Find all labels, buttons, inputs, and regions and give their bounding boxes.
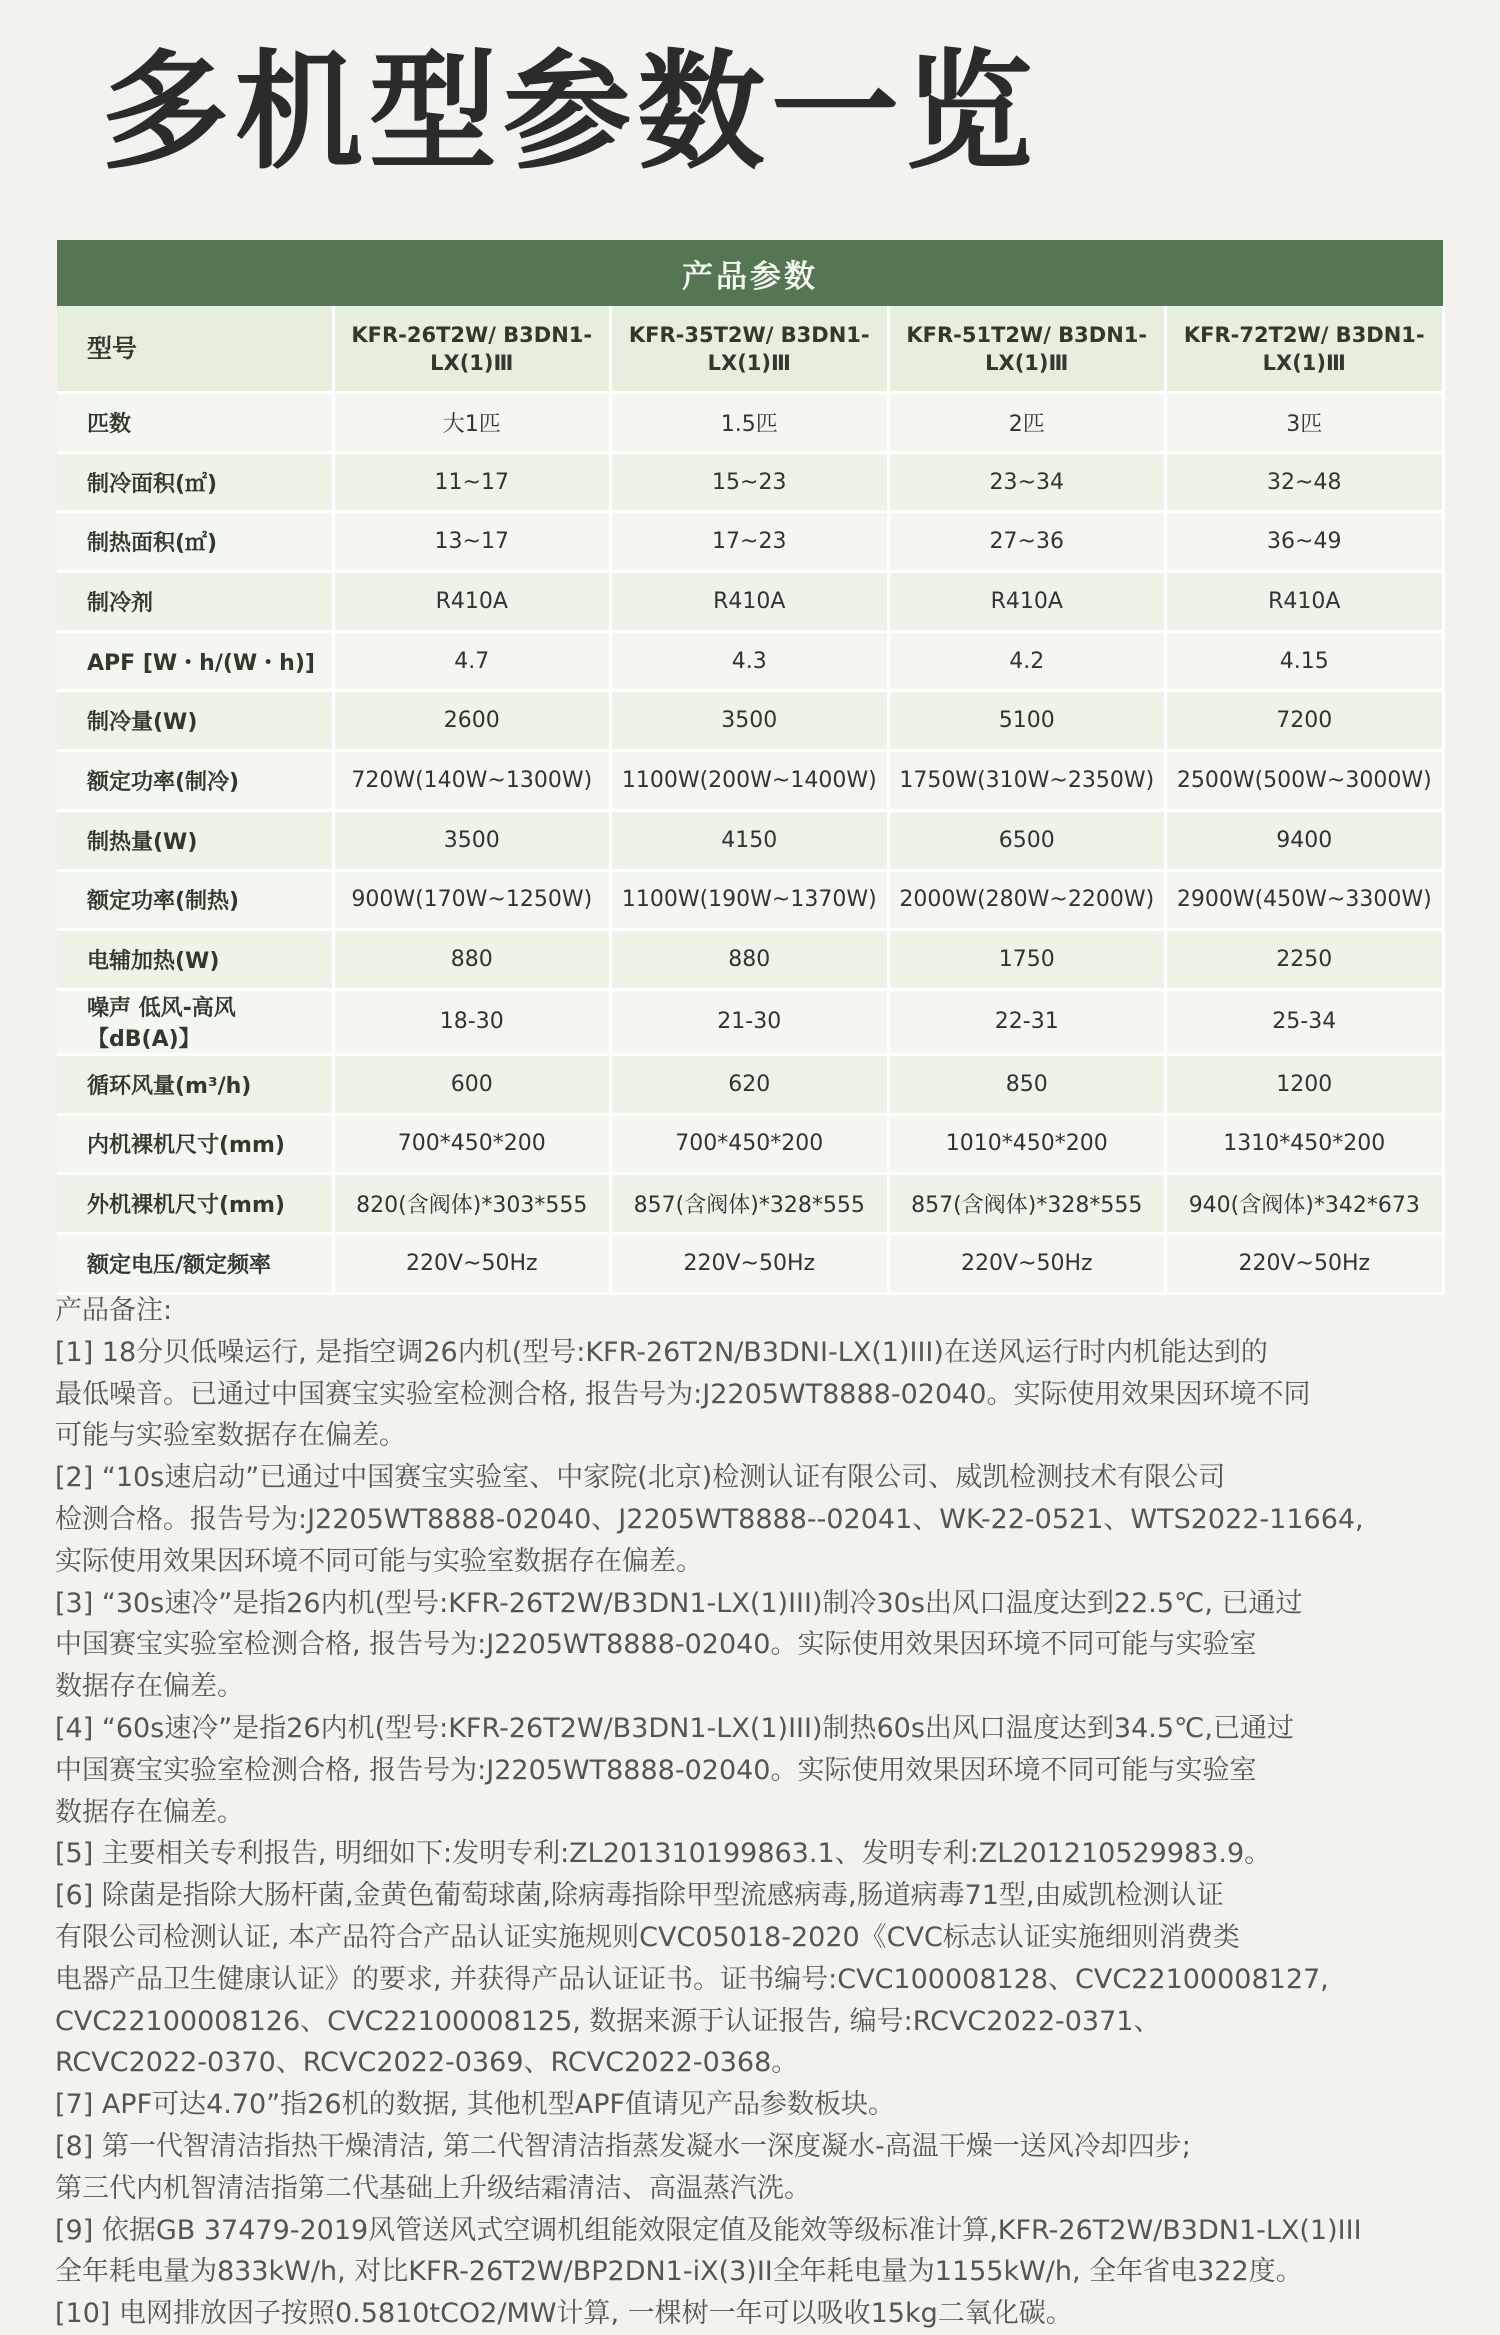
- table-cell: 4.2: [888, 631, 1166, 691]
- table-cell: R410A: [888, 572, 1166, 632]
- table-cell: 27~36: [888, 512, 1166, 572]
- table-cell: 880: [611, 930, 889, 990]
- note-line: [2] “10s速启动”已通过中国赛宝实验室、中家院(北京)检测认证有限公司、威凯检测技术有限公司: [55, 1462, 1226, 1494]
- note-line: 电器产品卫生健康认证》的要求, 并获得产品认证证书。证书编号:CVC100008128、CVC22100008127,: [55, 1963, 1329, 1995]
- model-name: KFR-26T2W/ B3DN1-LX(1)Ⅲ: [333, 306, 611, 393]
- table-row: [57, 512, 1443, 572]
- note-line: 有限公司检测认证, 本产品符合产品认证实施规则CVC05018-2020《CVC标志认证实施细则消费类: [55, 1921, 1240, 1953]
- model-name: KFR-51T2W/ B3DN1-LX(1)Ⅲ: [888, 306, 1166, 393]
- table-cell: R410A: [333, 572, 611, 632]
- table-cell: 4.15: [1166, 631, 1444, 691]
- row-label: APF [W・h/(W・h)]: [57, 631, 333, 691]
- table-row: [57, 870, 1443, 930]
- table-cell: 25-34: [1166, 989, 1444, 1054]
- table-cell: 2000W(280W~2200W): [888, 870, 1166, 930]
- table-row: [57, 1233, 1443, 1293]
- note-line: 全年耗电量为833kW/h, 对比KFR-26T2W/BP2DN1-iX(3)II全年耗电量为1155kW/h, 全年省电322度。: [55, 2256, 1303, 2288]
- table-cell: 220V~50Hz: [333, 1233, 611, 1293]
- note-line: 最低噪音。已通过中国赛宝实验室检测合格, 报告号为:J2205WT8888-02040。实际使用效果因环境不同: [55, 1378, 1311, 1410]
- table-cell: 1100W(190W~1370W): [611, 870, 889, 930]
- table-cell: 2600: [333, 691, 611, 751]
- row-label: 额定功率(制冷): [57, 751, 333, 811]
- table-cell: 700*450*200: [611, 1114, 889, 1174]
- table-cell: 1010*450*200: [888, 1114, 1166, 1174]
- row-label: 制冷剂: [57, 572, 333, 632]
- notes-heading: 产品备注:: [55, 1295, 173, 1326]
- note-line: [4] “60s速冷”是指26内机(型号:KFR-26T2W/B3DN1-LX(1)III)制热60s出风口温度达到34.5℃,已通过: [55, 1712, 1294, 1744]
- row-label: 额定电压/额定频率: [57, 1233, 333, 1293]
- page-title: 多机型参数一览: [100, 38, 1039, 187]
- parameter-table: [57, 240, 1445, 1295]
- table-cell: 17~23: [611, 512, 889, 572]
- table-cell: 600: [333, 1054, 611, 1114]
- table-row: [57, 751, 1443, 811]
- parameter-table-container: [57, 240, 1443, 1295]
- table-cell: 23~34: [888, 452, 1166, 512]
- row-label: 制热面积(㎡): [57, 512, 333, 572]
- note-line: [6] 除菌是指除大肠杆菌,金黄色葡萄球菌,除病毒指除甲型流感病毒,肠道病毒71型,由威凯检测认证: [55, 1880, 1224, 1912]
- note-line: RCVC2022-0370、RCVC2022-0369、RCVC2022-0368。: [55, 2047, 799, 2079]
- table-cell: 700*450*200: [333, 1114, 611, 1174]
- table-cell: 5100: [888, 691, 1166, 751]
- table-cell: 2匹: [888, 393, 1166, 453]
- table-cell: 1.5匹: [611, 393, 889, 453]
- table-row: [57, 930, 1443, 990]
- table-cell: 857(含阀体)*328*555: [611, 1174, 889, 1234]
- table-cell: 720W(140W~1300W): [333, 751, 611, 811]
- note-line: 中国赛宝实验室检测合格, 报告号为:J2205WT8888-02040。实际使用效果因环境不同可能与实验室: [55, 1629, 1257, 1661]
- table-cell: 857(含阀体)*328*555: [888, 1174, 1166, 1234]
- row-label: 外机裸机尺寸(mm): [57, 1174, 333, 1234]
- table-banner: 产品参数: [57, 240, 1443, 306]
- table-cell: 220V~50Hz: [888, 1233, 1166, 1293]
- row-label: 额定功率(制热): [57, 870, 333, 930]
- row-label: 电辅加热(W): [57, 930, 333, 990]
- table-cell: R410A: [1166, 572, 1444, 632]
- table-cell: 4.7: [333, 631, 611, 691]
- note-line: 检测合格。报告号为:J2205WT8888-02040、J2205WT8888--02041、WK-22-0521、WTS2022-11664,: [55, 1503, 1364, 1535]
- note-line: [9] 依据GB 37479-2019风管送风式空调机组能效限定值及能效等级标准计算,KFR-26T2W/B3DN1-LX(1)III: [55, 2214, 1362, 2246]
- table-cell: 22-31: [888, 989, 1166, 1054]
- row-label: 匹数: [57, 393, 333, 453]
- table-cell: 900W(170W~1250W): [333, 870, 611, 930]
- row-label: 制热量(W): [57, 810, 333, 870]
- table-cell: 1750: [888, 930, 1166, 990]
- table-cell: 1200: [1166, 1054, 1444, 1114]
- table-cell: 3500: [333, 810, 611, 870]
- table-cell: R410A: [611, 572, 889, 632]
- note-line: CVC22100008126、CVC22100008125, 数据来源于认证报告, 编号:RCVC2022-0371、: [55, 2005, 1161, 2037]
- note-line: [8] 第一代智清洁指热干燥清洁, 第二代智清洁指蒸发凝水一深度凝水-高温干燥一送风冷却四步;: [55, 2130, 1191, 2162]
- note-line: [5] 主要相关专利报告, 明细如下:发明专利:ZL201310199863.1、发明专利:ZL201210529983.9。: [55, 1838, 1272, 1870]
- table-row: [57, 1114, 1443, 1174]
- table-row: [57, 691, 1443, 751]
- table-cell: 7200: [1166, 691, 1444, 751]
- note-line: 中国赛宝实验室检测合格, 报告号为:J2205WT8888-02040。实际使用效果因环境不同可能与实验室: [55, 1754, 1257, 1786]
- model-label: 型号: [57, 306, 333, 393]
- table-row: [57, 1054, 1443, 1114]
- table-row: [57, 1174, 1443, 1234]
- note-line: 数据存在偏差。: [55, 1796, 244, 1828]
- table-cell: 1750W(310W~2350W): [888, 751, 1166, 811]
- table-cell: 13~17: [333, 512, 611, 572]
- model-name: KFR-35T2W/ B3DN1-LX(1)Ⅲ: [611, 306, 889, 393]
- product-notes: [55, 1290, 1455, 2335]
- table-cell: 220V~50Hz: [1166, 1233, 1444, 1293]
- table-cell: 820(含阀体)*303*555: [333, 1174, 611, 1234]
- table-cell: 18-30: [333, 989, 611, 1054]
- table-cell: 4.3: [611, 631, 889, 691]
- row-label: 噪声 低风-高风【dB(A)】: [57, 989, 333, 1054]
- table-row: [57, 989, 1443, 1054]
- model-name: KFR-72T2W/ B3DN1-LX(1)Ⅲ: [1166, 306, 1444, 393]
- table-row: [57, 631, 1443, 691]
- table-cell: 850: [888, 1054, 1166, 1114]
- table-row: [57, 572, 1443, 632]
- table-cell: 6500: [888, 810, 1166, 870]
- note-line: [10] 电网排放因子按照0.5810tCO2/MW计算, 一棵树一年可以吸收15kg二氧化碳。: [55, 2298, 1073, 2330]
- note-line: 第三代内机智清洁指第二代基础上升级结霜清洁、高温蒸汽洗。: [55, 2172, 811, 2204]
- table-row: [57, 452, 1443, 512]
- table-cell: 3500: [611, 691, 889, 751]
- note-line: 实际使用效果因环境不同可能与实验室数据存在偏差。: [55, 1545, 703, 1577]
- table-body: [57, 393, 1443, 1294]
- table-cell: 9400: [1166, 810, 1444, 870]
- table-cell: 1310*450*200: [1166, 1114, 1444, 1174]
- table-cell: 15~23: [611, 452, 889, 512]
- note-line: [3] “30s速冷”是指26内机(型号:KFR-26T2W/B3DN1-LX(1)III)制冷30s出风口温度达到22.5℃, 已通过: [55, 1587, 1303, 1619]
- table-cell: 620: [611, 1054, 889, 1114]
- row-label: 内机裸机尺寸(mm): [57, 1114, 333, 1174]
- note-line: [7] APF可达4.70”指26机的数据, 其他机型APF值请见产品参数板块。: [55, 2089, 896, 2121]
- note-line: 可能与实验室数据存在偏差。: [55, 1420, 406, 1452]
- table-cell: 21-30: [611, 989, 889, 1054]
- table-cell: 2900W(450W~3300W): [1166, 870, 1444, 930]
- table-cell: 32~48: [1166, 452, 1444, 512]
- table-cell: 940(含阀体)*342*673: [1166, 1174, 1444, 1234]
- table-cell: 大1匹: [333, 393, 611, 453]
- table-row: [57, 810, 1443, 870]
- table-cell: 3匹: [1166, 393, 1444, 453]
- table-cell: 36~49: [1166, 512, 1444, 572]
- table-cell: 11~17: [333, 452, 611, 512]
- table-cell: 2250: [1166, 930, 1444, 990]
- notes-lines: [55, 1332, 1455, 2335]
- table-cell: 2500W(500W~3000W): [1166, 751, 1444, 811]
- table-cell: 220V~50Hz: [611, 1233, 889, 1293]
- note-line: 数据存在偏差。: [55, 1671, 244, 1703]
- table-cell: 880: [333, 930, 611, 990]
- table-cell: 1100W(200W~1400W): [611, 751, 889, 811]
- table-cell: 4150: [611, 810, 889, 870]
- row-label: 循环风量(m³/h): [57, 1054, 333, 1114]
- row-label: 制冷量(W): [57, 691, 333, 751]
- note-line: [1] 18分贝低噪运行, 是指空调26内机(型号:KFR-26T2N/B3DNI-LX(1)III)在送风运行时内机能达到的: [55, 1336, 1268, 1368]
- table-row: [57, 393, 1443, 453]
- row-label: 制冷面积(㎡): [57, 452, 333, 512]
- model-row: [57, 306, 1443, 393]
